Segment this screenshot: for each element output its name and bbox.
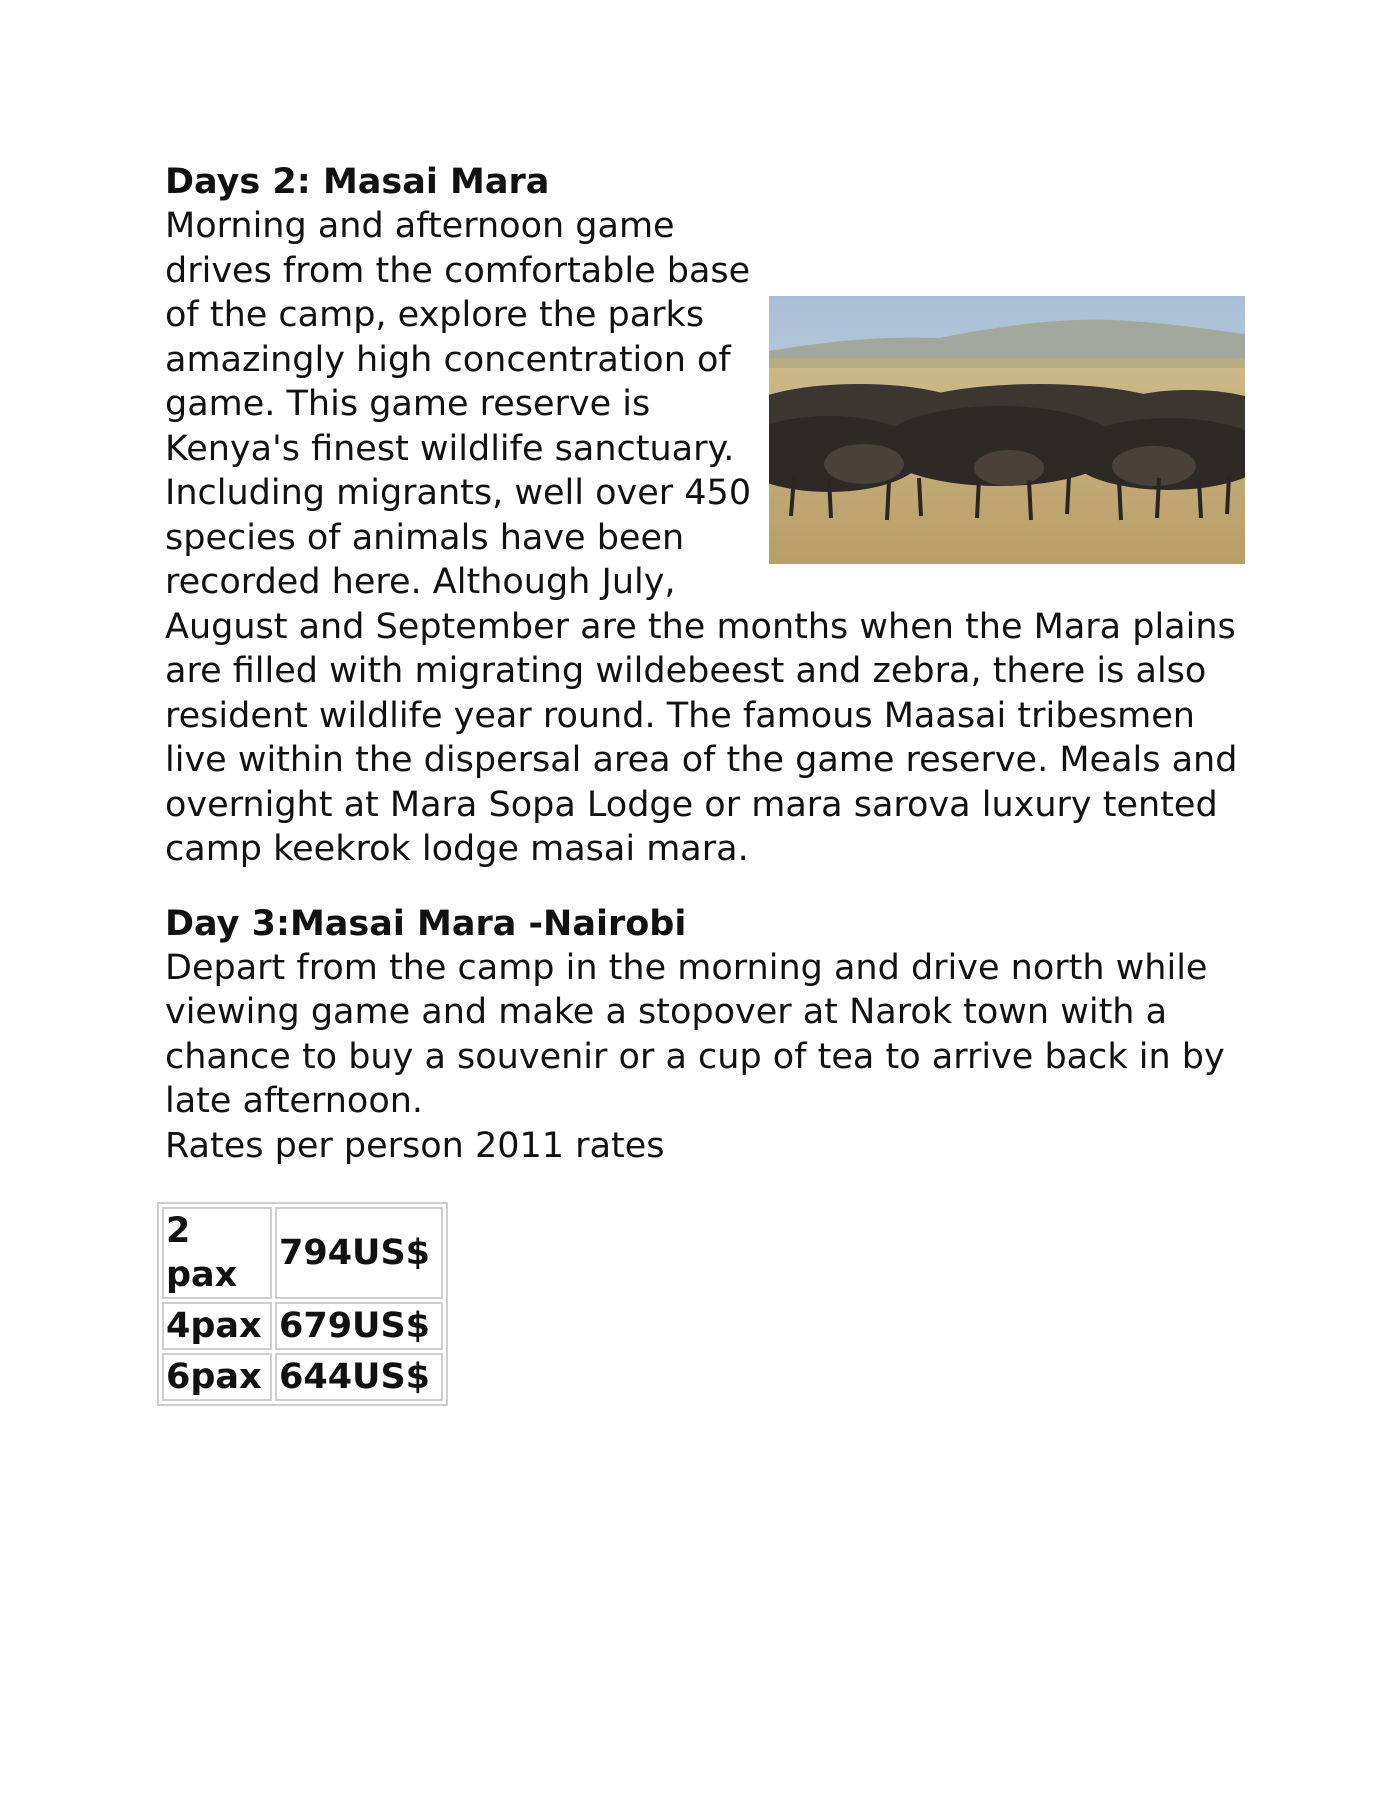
table-row bbox=[162, 1207, 443, 1299]
price-cell: 679US$ bbox=[275, 1302, 443, 1350]
pax-cell: 6pax bbox=[162, 1353, 272, 1401]
wildebeest-herd-photo bbox=[769, 296, 1245, 564]
pax-cell: 4pax bbox=[162, 1302, 272, 1350]
table-row bbox=[162, 1353, 443, 1401]
day2-description: Morning and afternoon game drives from the comfortable base of the camp, explore the parks amazingly high concentration of game. This game reserve is Kenya's finest wildlife sanctuary. Including migrants, well over 450 species of animals have been recorded here. Although July, August and September are the months when the Mara plains are filled with migrating wildebeest and zebra, there is also resident wildlife year round. The famous Maasai tribesmen live within the dispersal area of the game reserve. Meals and overnight at Mara Sopa Lodge or mara sarova luxury tented camp keekrok lodge masai mara. bbox=[165, 206, 1238, 869]
rates-note: Rates per person 2011 rates bbox=[165, 1125, 665, 1166]
price-cell: 794US$ bbox=[275, 1207, 443, 1299]
document-page bbox=[165, 160, 1245, 1406]
pax-cell: 2 pax bbox=[162, 1207, 272, 1299]
day3-heading: Day 3:Masai Mara -Nairobi bbox=[165, 903, 687, 944]
table-row bbox=[162, 1302, 443, 1350]
day2-heading: Days 2: Masai Mara bbox=[165, 162, 550, 202]
rates-table bbox=[157, 1202, 448, 1406]
day3-description: Depart from the camp in the morning and drive north while viewing game and make a stopover at Narok town with a chance to buy a souvenir or a cup of tea to arrive back in by late afternoon. bbox=[165, 947, 1225, 1121]
price-cell: 644US$ bbox=[275, 1353, 443, 1401]
